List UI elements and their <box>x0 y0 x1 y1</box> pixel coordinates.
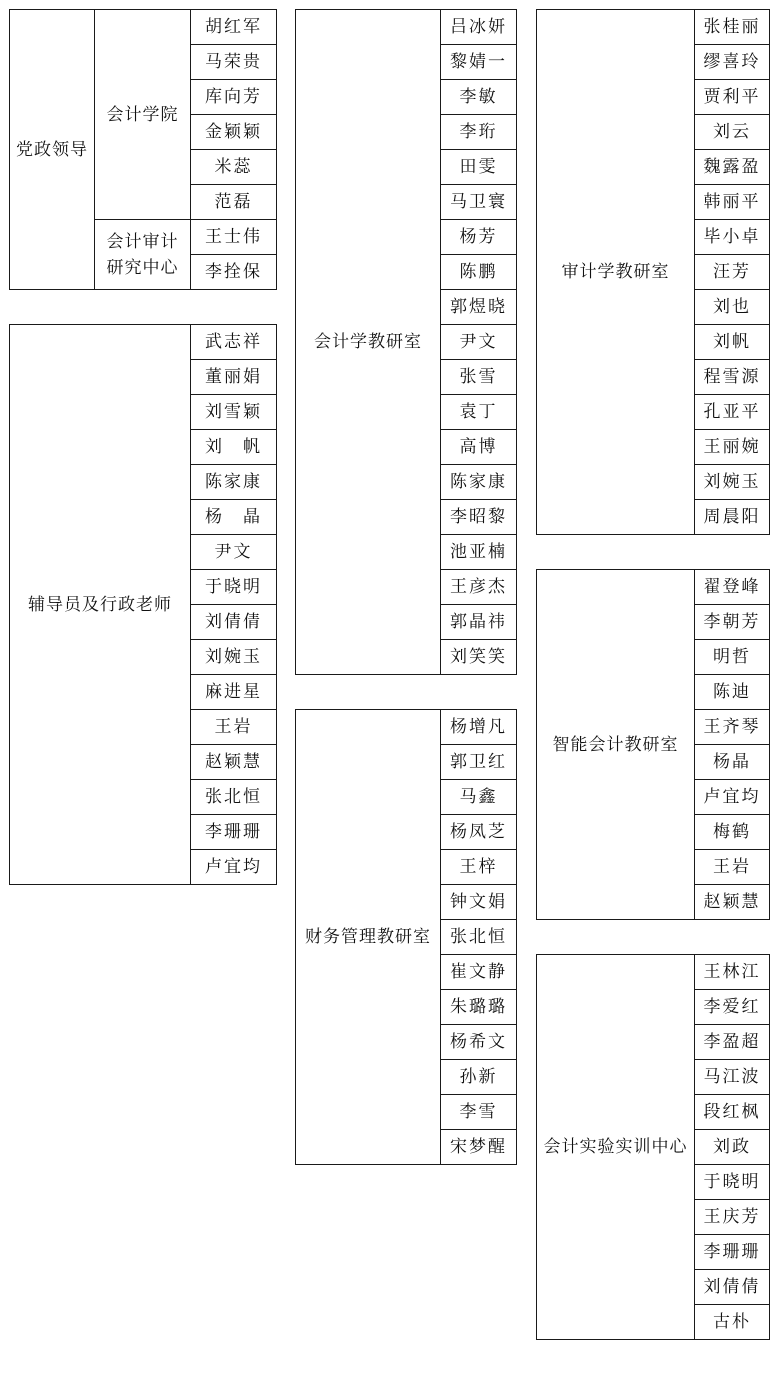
name-cell: 王岩 <box>695 850 770 885</box>
table-row <box>10 10 277 45</box>
name-cell: 杨凤芝 <box>441 815 517 850</box>
name-cell: 宋梦醒 <box>441 1130 517 1165</box>
name-cell: 缪喜玲 <box>695 45 770 80</box>
name-cell: 池亚楠 <box>441 535 517 570</box>
group-label-party: 党政领导 <box>10 10 95 290</box>
name-cell: 吕冰妍 <box>441 10 517 45</box>
name-cell: 魏露盈 <box>695 150 770 185</box>
table-row <box>537 955 770 990</box>
smart-accounting-table <box>536 569 770 920</box>
name-cell: 陈鹏 <box>441 255 517 290</box>
name-cell: 麻进星 <box>191 675 277 710</box>
name-cell: 王梓 <box>441 850 517 885</box>
name-cell: 李昭黎 <box>441 500 517 535</box>
name-cell: 董丽娟 <box>191 360 277 395</box>
name-cell: 孔亚平 <box>695 395 770 430</box>
name-cell: 杨 晶 <box>191 500 277 535</box>
name-cell: 贾利平 <box>695 80 770 115</box>
name-cell: 刘倩倩 <box>191 605 277 640</box>
name-cell: 赵颖慧 <box>695 885 770 920</box>
table-row <box>296 710 517 745</box>
name-cell: 李爱红 <box>695 990 770 1025</box>
name-cell: 库向芳 <box>191 80 277 115</box>
counselors-body <box>10 325 277 885</box>
name-cell: 杨芳 <box>441 220 517 255</box>
name-cell: 李拴保 <box>191 255 277 290</box>
name-cell: 张桂丽 <box>695 10 770 45</box>
group-label-finance: 财务管理教研室 <box>296 710 441 1165</box>
name-cell: 王庆芳 <box>695 1200 770 1235</box>
name-cell: 李雪 <box>441 1095 517 1130</box>
smart-accounting-body <box>537 570 770 920</box>
group-label-counselors: 辅导员及行政老师 <box>10 325 191 885</box>
name-cell: 王士伟 <box>191 220 277 255</box>
name-cell: 孙新 <box>441 1060 517 1095</box>
party-leadership-body <box>10 10 277 290</box>
name-cell: 尹文 <box>191 535 277 570</box>
name-cell: 胡红军 <box>191 10 277 45</box>
name-cell: 刘婉玉 <box>191 640 277 675</box>
name-cell: 马荣贵 <box>191 45 277 80</box>
subgroup-label-research-center: 会计审计研究中心 <box>95 220 191 290</box>
name-cell: 于晓明 <box>695 1165 770 1200</box>
name-cell: 田雯 <box>441 150 517 185</box>
group-label-smart-accounting: 智能会计教研室 <box>537 570 695 920</box>
name-cell: 刘云 <box>695 115 770 150</box>
name-cell: 尹文 <box>441 325 517 360</box>
name-cell: 陈家康 <box>191 465 277 500</box>
name-cell: 李盈超 <box>695 1025 770 1060</box>
name-cell: 范磊 <box>191 185 277 220</box>
lab-center-body <box>537 955 770 1340</box>
lab-center-table <box>536 954 770 1340</box>
name-cell: 李敏 <box>441 80 517 115</box>
table-row <box>10 325 277 360</box>
name-cell: 马江波 <box>695 1060 770 1095</box>
name-cell: 翟登峰 <box>695 570 770 605</box>
name-cell: 崔文静 <box>441 955 517 990</box>
name-cell: 程雪源 <box>695 360 770 395</box>
name-cell: 张北恒 <box>191 780 277 815</box>
group-label-audit: 审计学教研室 <box>537 10 695 535</box>
group-label-lab-center: 会计实验实训中心 <box>537 955 695 1340</box>
name-cell: 陈迪 <box>695 675 770 710</box>
name-cell: 汪芳 <box>695 255 770 290</box>
name-cell: 马卫寰 <box>441 185 517 220</box>
finance-department-table <box>295 709 517 1165</box>
accounting-department-body <box>296 10 517 675</box>
name-cell: 米蕊 <box>191 150 277 185</box>
name-cell: 于晓明 <box>191 570 277 605</box>
name-cell: 梅鹤 <box>695 815 770 850</box>
name-cell: 刘倩倩 <box>695 1270 770 1305</box>
name-cell: 王齐琴 <box>695 710 770 745</box>
name-cell: 马鑫 <box>441 780 517 815</box>
audit-department-table <box>536 9 770 535</box>
name-cell: 刘 帆 <box>191 430 277 465</box>
name-cell: 武志祥 <box>191 325 277 360</box>
audit-department-body <box>537 10 770 535</box>
name-cell: 段红枫 <box>695 1095 770 1130</box>
name-cell: 王岩 <box>191 710 277 745</box>
name-cell: 刘也 <box>695 290 770 325</box>
name-cell: 周晨阳 <box>695 500 770 535</box>
name-cell: 刘政 <box>695 1130 770 1165</box>
name-cell: 刘帆 <box>695 325 770 360</box>
party-leadership-table <box>9 9 277 290</box>
name-cell: 刘婉玉 <box>695 465 770 500</box>
subgroup-label-college: 会计学院 <box>95 10 191 220</box>
name-cell: 高博 <box>441 430 517 465</box>
name-cell: 杨增凡 <box>441 710 517 745</box>
name-cell: 李珊珊 <box>695 1235 770 1270</box>
table-row <box>537 10 770 45</box>
name-cell: 王林江 <box>695 955 770 990</box>
name-cell: 张北恒 <box>441 920 517 955</box>
name-cell: 王丽婉 <box>695 430 770 465</box>
name-cell: 古朴 <box>695 1305 770 1340</box>
name-cell: 王彦杰 <box>441 570 517 605</box>
name-cell: 韩丽平 <box>695 185 770 220</box>
counselors-table <box>9 324 277 885</box>
name-cell: 赵颖慧 <box>191 745 277 780</box>
name-cell: 黎婧一 <box>441 45 517 80</box>
name-cell: 朱璐璐 <box>441 990 517 1025</box>
name-cell: 郭卫红 <box>441 745 517 780</box>
name-cell: 毕小卓 <box>695 220 770 255</box>
name-cell: 杨晶 <box>695 745 770 780</box>
name-cell: 明哲 <box>695 640 770 675</box>
finance-department-body <box>296 710 517 1165</box>
name-cell: 钟文娟 <box>441 885 517 920</box>
name-cell: 李珩 <box>441 115 517 150</box>
name-cell: 刘笑笑 <box>441 640 517 675</box>
name-cell: 杨希文 <box>441 1025 517 1060</box>
accounting-department-table <box>295 9 517 675</box>
name-cell: 张雪 <box>441 360 517 395</box>
table-row <box>537 570 770 605</box>
name-cell: 刘雪颖 <box>191 395 277 430</box>
name-cell: 陈家康 <box>441 465 517 500</box>
table-row <box>296 10 517 45</box>
name-cell: 郭煜晓 <box>441 290 517 325</box>
name-cell: 卢宜均 <box>191 850 277 885</box>
name-cell: 李珊珊 <box>191 815 277 850</box>
name-cell: 袁丁 <box>441 395 517 430</box>
name-cell: 郭晶祎 <box>441 605 517 640</box>
name-cell: 卢宜均 <box>695 780 770 815</box>
name-cell: 金颖颖 <box>191 115 277 150</box>
group-label-accounting: 会计学教研室 <box>296 10 441 675</box>
name-cell: 李朝芳 <box>695 605 770 640</box>
